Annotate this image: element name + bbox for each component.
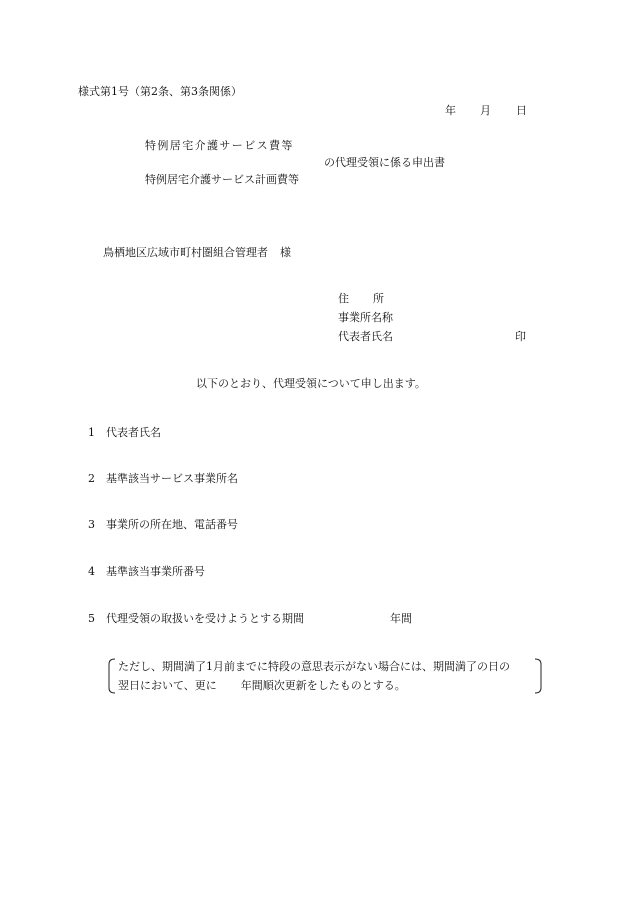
item-5-number: 5 [88,612,95,625]
item-3-number: 3 [88,518,95,531]
item-2-number: 2 [88,472,95,485]
date-day-label: 日 [516,104,527,117]
address-label-part1: 住 [338,292,349,305]
item-1-number: 1 [88,426,95,439]
item-4-number: 4 [88,565,95,578]
form-number: 様式第1号（第2条、第3条関係） [78,85,242,98]
seal-mark: 印 [515,330,526,343]
item-3-label: 事業所の所在地、電話番号 [106,518,238,531]
item-1-label: 代表者氏名 [106,426,161,439]
item-2-label: 基準該当サービス事業所名 [106,472,238,485]
addressee-name: 鳥栖地区広域市町村圏組合管理者 [103,246,268,259]
addressee-honorific: 様 [280,246,291,259]
item-5-label: 代理受領の取扱いを受けようとする期間 [106,612,304,625]
title-line-1: 特例居宅介護サービス費等 [145,139,294,152]
addressee [103,247,291,258]
date-year-label: 年 [445,104,456,117]
office-name-label: 事業所名称 [338,311,393,324]
item-4-label: 基準該当事業所番号 [106,565,205,578]
address-label-part2: 所 [373,292,384,305]
note-line-2 [118,680,406,691]
title-line-2: の代理受領に係る申出書 [324,156,445,169]
note-line-1: ただし、期間満了1月前までに特段の意思表示がない場合には、期間満了の日の [118,660,510,673]
left-bracket-icon [105,658,117,694]
note-line-2-part1: 翌日において、更に [118,679,217,692]
statement: 以下のとおり、代理受領について申し出ます。 [196,377,426,390]
item-5-unit: 年間 [390,612,412,625]
address-label [338,293,384,304]
representative-label: 代表者氏名 [338,330,393,343]
right-bracket-icon [533,658,545,694]
title-line-3: 特例居宅介護サービス計画費等 [145,173,299,186]
date-month-label: 月 [480,104,491,117]
note-line-2-part2: 年間順次更新をしたものとする。 [240,679,406,692]
